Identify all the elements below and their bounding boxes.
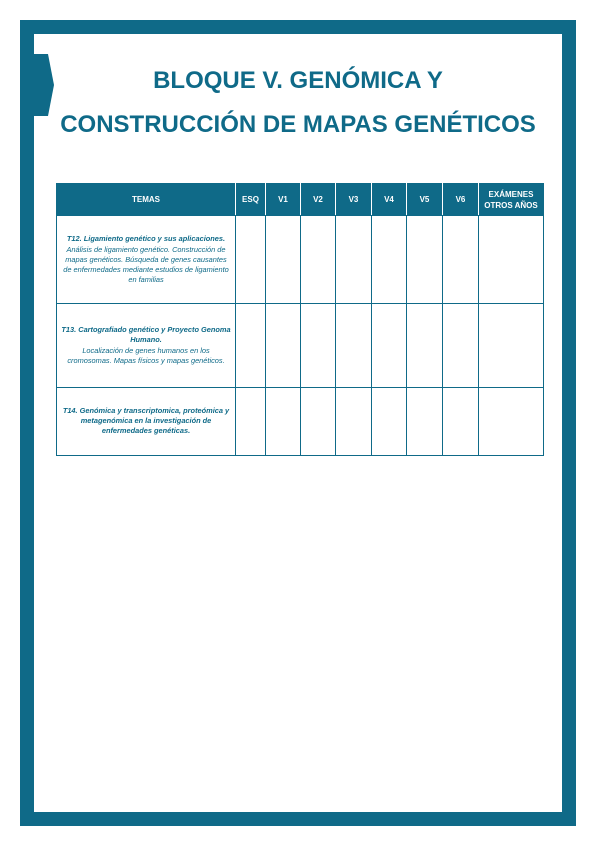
- check-cell-v4[interactable]: [372, 388, 407, 456]
- check-cell-v6[interactable]: [443, 388, 479, 456]
- header-v6: V6: [443, 184, 479, 216]
- check-cell-v4[interactable]: [372, 216, 407, 304]
- header-v4: V4: [372, 184, 407, 216]
- check-cell-esq[interactable]: [236, 216, 266, 304]
- page-title-line-2: CONSTRUCCIÓN DE MAPAS GENÉTICOS: [60, 111, 536, 138]
- study-tracking-table: [56, 183, 544, 456]
- check-cell-v2[interactable]: [301, 304, 336, 388]
- check-cell-v5[interactable]: [407, 304, 443, 388]
- header-v2: V2: [301, 184, 336, 216]
- check-cell-v4[interactable]: [372, 304, 407, 388]
- table-row: [57, 388, 544, 456]
- check-cell-v3[interactable]: [336, 388, 372, 456]
- check-cell-v5[interactable]: [407, 216, 443, 304]
- topic-title: T12. Ligamiento genético y sus aplicaciones.: [66, 234, 226, 243]
- header-temas: TEMAS: [57, 184, 236, 216]
- header-esq: ESQ: [236, 184, 266, 216]
- check-cell-v2[interactable]: [301, 388, 336, 456]
- topic-title: T13. Cartografiado genético y Proyecto Genoma Humano.: [61, 325, 231, 344]
- table-row: [57, 304, 544, 388]
- topic-cell: [57, 388, 236, 456]
- check-cell-v6[interactable]: [443, 304, 479, 388]
- check-cell-v3[interactable]: [336, 216, 372, 304]
- header-v5: V5: [407, 184, 443, 216]
- header-v1: V1: [266, 184, 301, 216]
- check-cell-v3[interactable]: [336, 304, 372, 388]
- table-header-row: [57, 184, 544, 216]
- table-row: [57, 216, 544, 304]
- check-cell-v1[interactable]: [266, 304, 301, 388]
- header-examenes-line-1: EXÁMENES: [488, 189, 534, 199]
- topic-title: T14. Genómica y transcriptomica, proteómica y metagenómica en la investigación de enfermedades genéticas.: [62, 406, 230, 435]
- page-title-line-1: BLOQUE V. GENÓMICA Y: [153, 67, 443, 94]
- header-examenes: [479, 184, 544, 216]
- check-cell-v1[interactable]: [266, 216, 301, 304]
- check-cell-esq[interactable]: [236, 388, 266, 456]
- check-cell-examenes[interactable]: [479, 216, 544, 304]
- header-v3: V3: [336, 184, 372, 216]
- check-cell-v6[interactable]: [443, 216, 479, 304]
- topic-cell: [57, 216, 236, 304]
- check-cell-examenes[interactable]: [479, 388, 544, 456]
- check-cell-examenes[interactable]: [479, 304, 544, 388]
- topic-cell: [57, 304, 236, 388]
- check-cell-v2[interactable]: [301, 216, 336, 304]
- check-cell-esq[interactable]: [236, 304, 266, 388]
- check-cell-v1[interactable]: [266, 388, 301, 456]
- topic-description: Localización de genes humanos en los cromosomas. Mapas físicos y mapas genéticos.: [67, 346, 225, 365]
- topic-description: Análisis de ligamiento genético. Construcción de mapas genéticos. Búsqueda de genes causantes de enfermedades mediante estudios de ligamiento en familias: [63, 245, 229, 284]
- check-cell-v5[interactable]: [407, 388, 443, 456]
- header-examenes-line-2: OTROS AÑOS: [484, 200, 538, 210]
